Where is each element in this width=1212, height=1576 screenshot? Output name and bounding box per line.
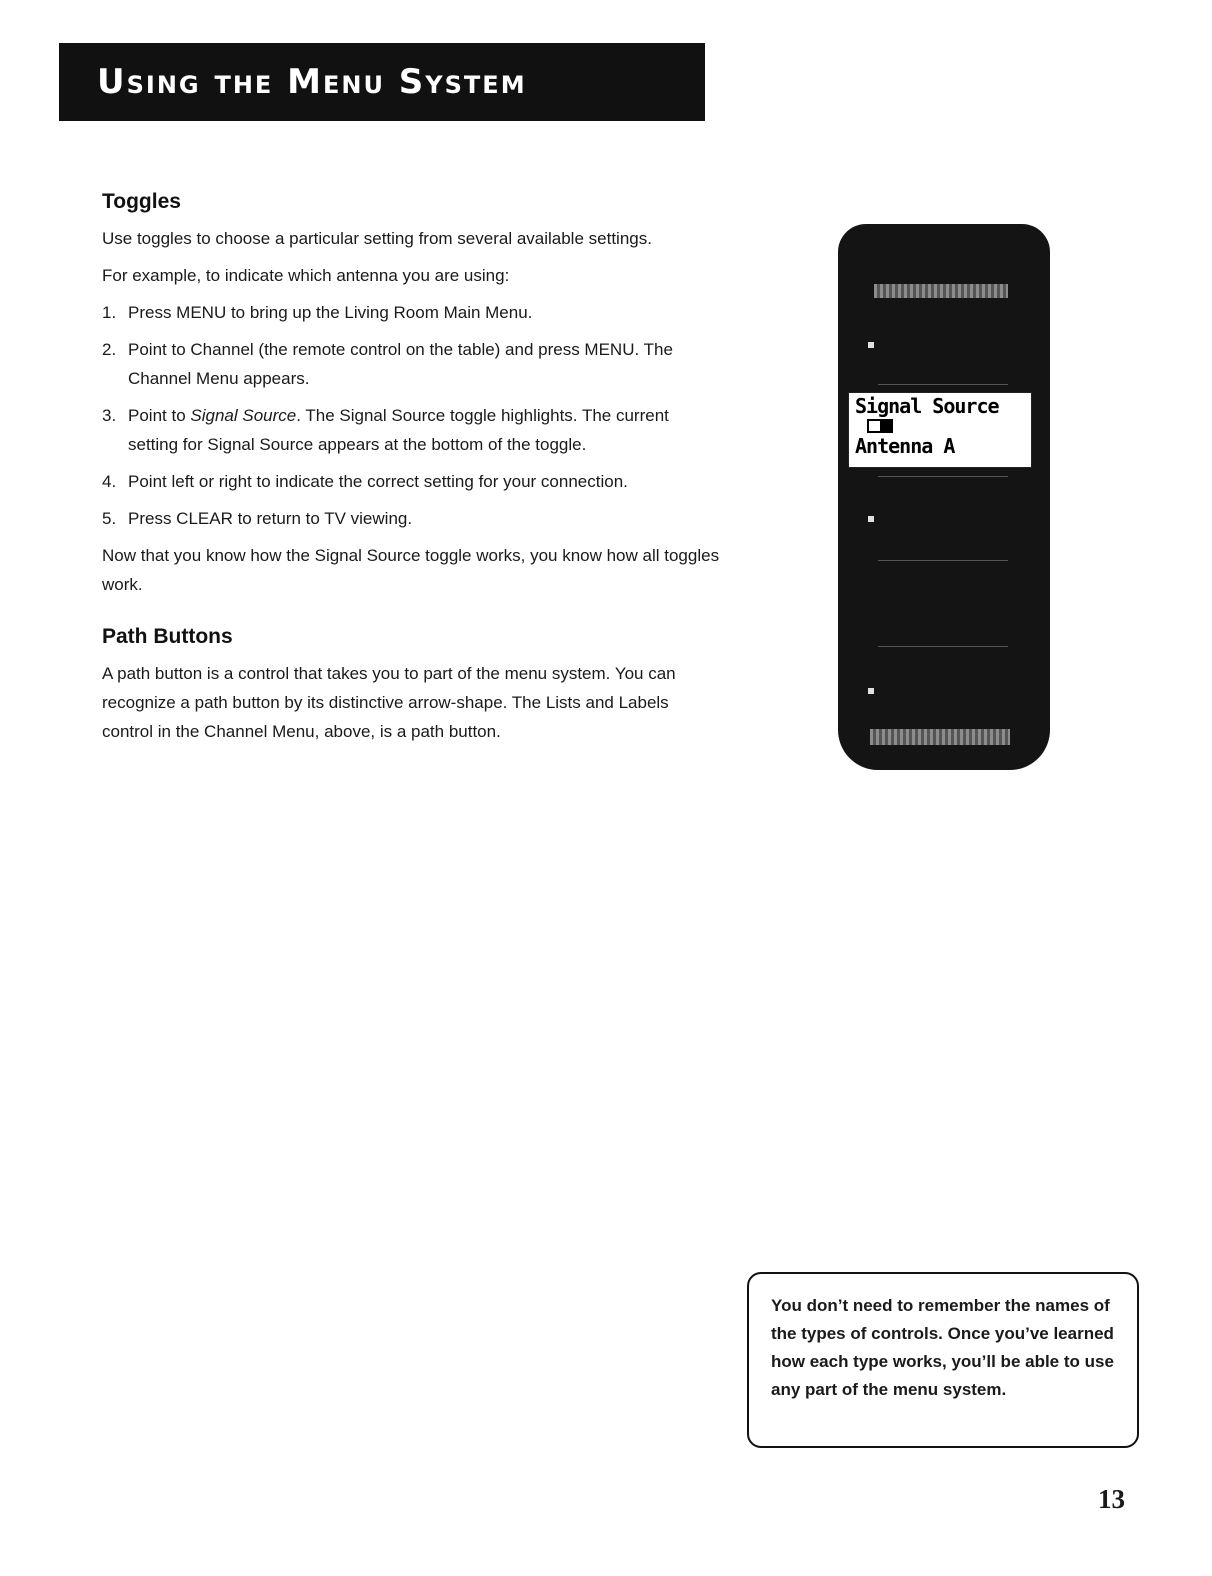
menu-divider	[878, 384, 1008, 385]
page-title-bar	[59, 43, 705, 121]
step-text: Press CLEAR to return to TV viewing.	[128, 509, 413, 528]
step-item	[102, 335, 722, 393]
toggle-value: Antenna A	[855, 434, 955, 458]
step-item	[102, 401, 722, 459]
toggles-intro: Use toggles to choose a particular setting from several available settings.	[102, 229, 652, 248]
step-text-pre: Point to	[128, 406, 191, 425]
step-text: Point left or right to indicate the correct setting for your connection.	[128, 472, 628, 491]
signal-source-toggle[interactable]	[848, 392, 1032, 468]
step-number: 4.	[102, 472, 117, 491]
toggles-example: For example, to indicate which antenna you are using:	[102, 266, 510, 285]
step-text-italic: Signal Source	[190, 406, 297, 425]
step-number: 2.	[102, 340, 117, 359]
step-number: 5.	[102, 509, 117, 528]
tip-text: You don’t need to remember the names of the types of controls. Once you’ve learned how each type works, you’ll be able to use any part of the menu system.	[771, 1296, 1114, 1399]
step-item	[102, 298, 722, 327]
toggles-outro: Now that you know how the Signal Source toggle works, you know how all toggles work.	[102, 546, 720, 594]
step-text: Point to Channel (the remote control on the table) and press MENU. The Channel Menu appears.	[128, 340, 673, 388]
toggle-label: Signal Source	[855, 394, 999, 418]
page-number: 13	[1098, 1484, 1125, 1514]
toggle-switch-icon	[867, 419, 893, 433]
toggles-heading: Toggles	[102, 190, 181, 213]
menu-bullet	[868, 688, 874, 694]
step-item	[102, 467, 722, 496]
step-text: Press MENU to bring up the Living Room Main Menu.	[128, 303, 533, 322]
step-item	[102, 504, 722, 533]
menu-bottom-bar	[870, 729, 1010, 745]
page-title: Using the Menu System	[97, 62, 527, 102]
menu-divider	[878, 560, 1008, 561]
main-content	[102, 190, 722, 754]
menu-top-bar	[874, 284, 1008, 298]
toggles-steps	[102, 298, 722, 533]
step-number: 1.	[102, 303, 117, 322]
step-text-post: . The Signal Source toggle highlights. The current setting for Signal Source appears at the bottom of the toggle.	[128, 406, 669, 454]
menu-divider	[878, 646, 1008, 647]
tip-box	[747, 1272, 1139, 1448]
path-buttons-heading: Path Buttons	[102, 625, 233, 648]
menu-bullet	[868, 342, 874, 348]
menu-screen-illustration	[838, 224, 1050, 770]
menu-divider	[878, 476, 1008, 477]
step-number: 3.	[102, 406, 117, 425]
menu-bullet	[868, 516, 874, 522]
path-buttons-body: A path button is a control that takes you to part of the menu system. You can recognize a path button by its distinctive arrow-shape. The Lists and Labels control in the Channel Menu, above, is a path button.	[102, 664, 676, 741]
